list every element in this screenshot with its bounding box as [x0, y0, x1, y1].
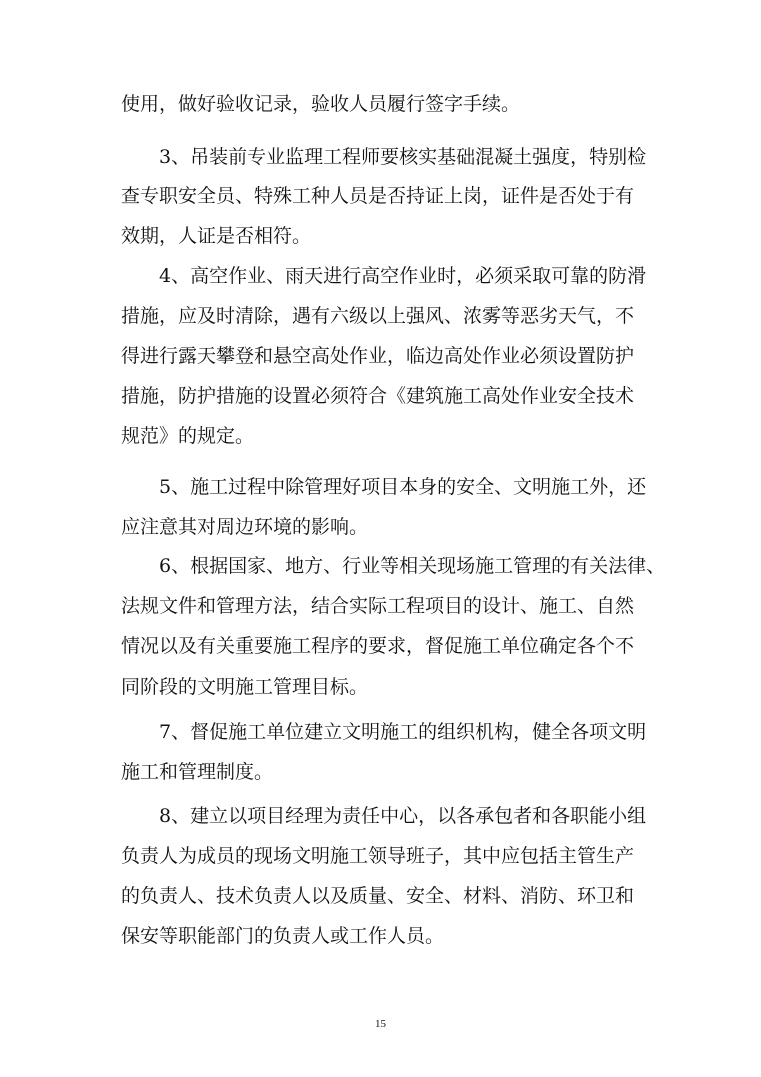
text-line: 规范》的规定。	[121, 425, 255, 447]
text-line: 6、根据国家、地方、行业等相关现场施工管理的有关法律、	[159, 555, 666, 577]
text-line: 效期，人证是否相符。	[121, 225, 312, 247]
text-line: 3、吊装前专业监理工程师要核实基础混凝土强度，特别检	[159, 146, 647, 168]
text-line: 5、施工过程中除管理好项目本身的安全、文明施工外，还	[159, 476, 647, 498]
text-line: 7、督促施工单位建立文明施工的组织机构，健全各项文明	[159, 721, 647, 743]
text-line: 施工和管理制度。	[121, 761, 274, 783]
text-line: 情况以及有关重要施工程序的要求，督促施工单位确定各个不	[121, 635, 635, 657]
text-line: 应注意其对周边环境的影响。	[121, 516, 369, 538]
text-line: 得进行露天攀登和悬空高处作业，临边高处作业必须设置防护	[121, 345, 635, 367]
text-line: 8、建立以项目经理为责任中心，以各承包者和各职能小组	[159, 805, 647, 827]
text-line: 使用，做好验收记录，验收人员履行签字手续。	[121, 93, 521, 115]
text-line: 措施，防护措施的设置必须符合《建筑施工高处作业安全技术	[121, 385, 635, 407]
text-line: 保安等职能部门的负责人或工作人员。	[121, 925, 445, 947]
text-line: 措施，应及时清除，遇有六级以上强风、浓雾等恶劣天气，不	[121, 305, 635, 327]
page-number: 15	[375, 1018, 386, 1030]
text-line: 法规文件和管理方法，结合实际工程项目的设计、施工、自然	[121, 595, 635, 617]
text-line: 4、高空作业、雨天进行高空作业时，必须采取可靠的防滑	[159, 265, 647, 287]
text-line: 同阶段的文明施工管理目标。	[121, 676, 369, 698]
text-line: 负责人为成员的现场文明施工领导班子，其中应包括主管生产	[121, 845, 635, 867]
text-line: 的负责人、技术负责人以及质量、安全、材料、消防、环卫和	[121, 885, 635, 907]
text-line: 查专职安全员、特殊工种人员是否持证上岗，证件是否处于有	[121, 185, 635, 207]
